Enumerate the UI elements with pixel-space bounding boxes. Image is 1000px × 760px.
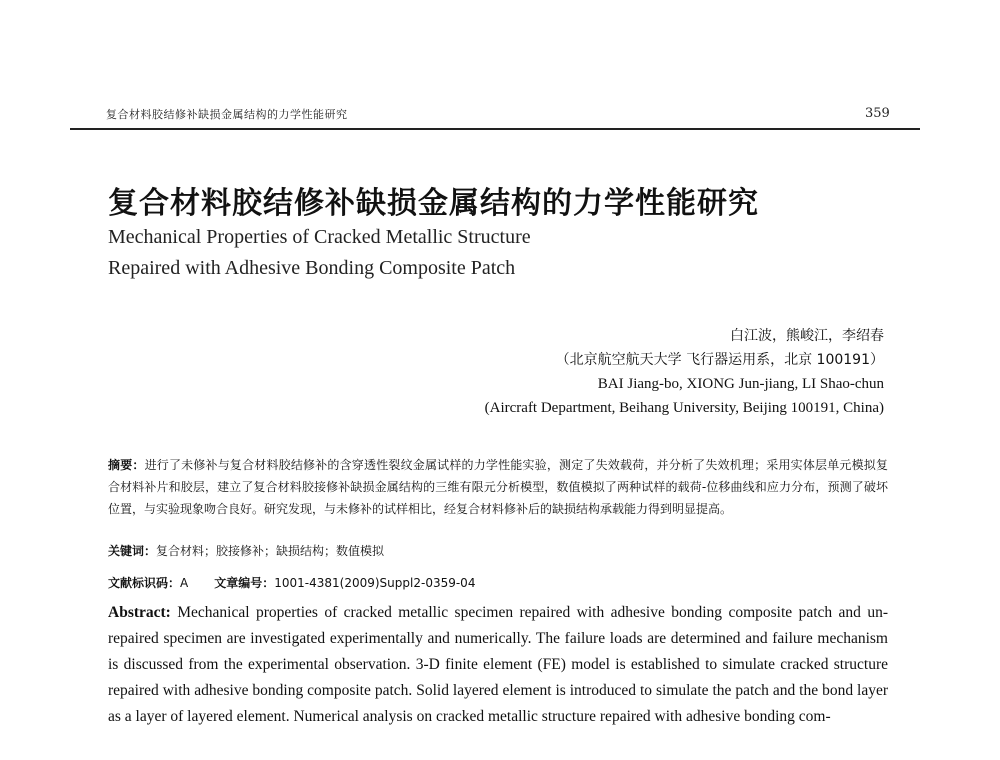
title-chinese: 复合材料胶结修补缺损金属结构的力学性能研究 xyxy=(108,186,759,221)
abstract-english-label: Abstract: xyxy=(108,604,171,621)
abstract-chinese xyxy=(108,454,888,520)
title-english-line-2: Repaired with Adhesive Bonding Composite Patch xyxy=(108,257,516,279)
affiliation-chinese: （北京航空航天大学 飞行器运用系，北京 100191） xyxy=(555,352,884,368)
affiliation-english: (Aircraft Department, Beihang University, Beijing 100191, China) xyxy=(484,400,884,416)
abstract-english xyxy=(108,600,888,730)
page-number: 359 xyxy=(865,106,890,121)
keywords-line xyxy=(108,542,384,559)
authors-english: BAI Jiang-bo, XIONG Jun-jiang, LI Shao-chun xyxy=(597,376,884,392)
doc-code-label: 文献标识码： xyxy=(108,576,181,590)
author-block xyxy=(485,324,884,420)
article-number-label: 文章编号： xyxy=(214,576,275,590)
keywords-text: 复合材料；胶接修补；缺损结构；数值模拟 xyxy=(156,544,385,558)
meta-line xyxy=(108,574,475,591)
authors-chinese: 白江波，熊峻江，李绍春 xyxy=(730,328,884,344)
keywords-label: 关键词： xyxy=(108,544,157,558)
doc-code-value: A xyxy=(180,576,189,590)
abstract-chinese-text: 进行了未修补与复合材料胶结修补的含穿透性裂纹金属试样的力学性能实验，测定了失效载荷，并分析了失效机理；采用实体层单元模拟复合材料补片和胶层，建立了复合材料胶接修补缺损金属结构的三维有限元分析模型，数值模拟了两种试样的载荷-位移曲线和应力分布，预测了破坏位置，与实验现象吻合良好。研究发现，与未修补的试样相比，经复合材料修补后的缺损结构承载能力得到明显提高。 xyxy=(108,458,888,516)
abstract-english-text: Mechanical properties of cracked metallic specimen repaired with adhesive bonding composite patch and un-repaired specimen are investigated experimentally and numerically. The failure loads are determined and failure mechanism is discussed from the experimental observation. 3-D finite element (FE) model is established to simulate cracked structure repaired with adhesive bonding composite patch. Solid layered element is introduced to simulate the patch and the bond layer as a layer of layered element. Numerical analysis on cracked metallic structure repaired with adhesive bonding com- xyxy=(108,604,888,725)
running-title: 复合材料胶结修补缺损金属结构的力学性能研究 xyxy=(106,108,348,121)
article-number-value: 1001-4381(2009)Suppl2-0359-04 xyxy=(274,576,476,590)
abstract-chinese-label: 摘要： xyxy=(108,458,145,472)
title-english-line-1: Mechanical Properties of Cracked Metallic Structure xyxy=(108,226,531,248)
header-rule xyxy=(70,128,920,130)
